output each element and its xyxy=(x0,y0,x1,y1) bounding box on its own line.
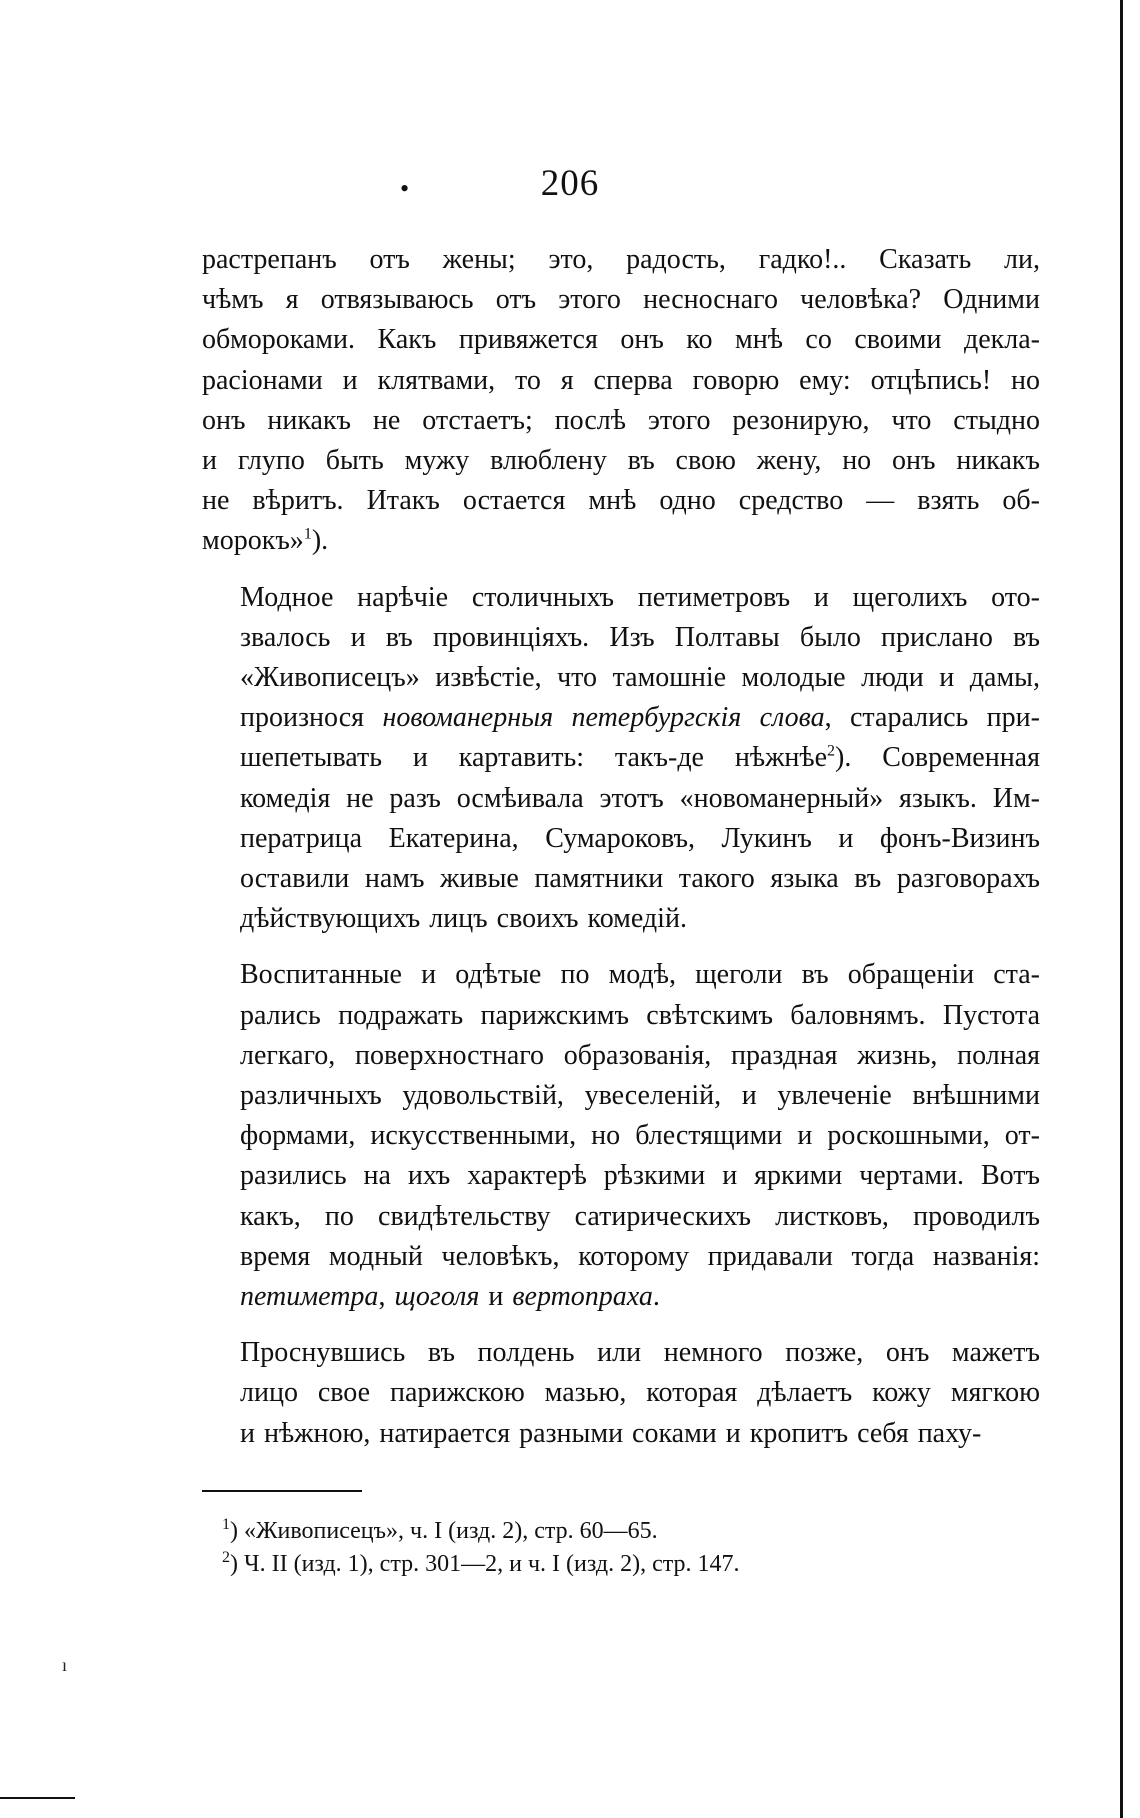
text-run: ). xyxy=(311,525,329,557)
text-line xyxy=(202,1333,1040,1373)
text-run: ператрица Екатерина, Сумароковъ, Лукинъ и фонъ-Визинъ xyxy=(240,822,1040,854)
body-text xyxy=(202,240,1040,1454)
text-line xyxy=(202,899,1040,939)
text-run: «Живописецъ» извѣстіе, что тамошніе молодые люди и дамы, xyxy=(240,662,1040,694)
text-run: лицо свое парижскою мазью, которая дѣлаетъ кожу мягкою xyxy=(240,1377,1040,1409)
text-line xyxy=(202,698,1040,738)
text-line xyxy=(202,1116,1040,1156)
text-run: и глупо быть мужу влюблену въ свою жену, но онъ никакъ xyxy=(202,445,1040,477)
text-line xyxy=(202,1237,1040,1277)
text-line xyxy=(202,280,1040,320)
footnotes xyxy=(222,1515,942,1581)
text-run: Модное нарѣчіе столичныхъ петиметровъ и щеголихъ ото- xyxy=(240,581,1040,613)
footnote-text: ) «Живописецъ», ч. I (изд. 2), стр. 60—65. xyxy=(230,1518,658,1544)
text-line xyxy=(202,441,1040,481)
text-run: комедія не разъ осмѣивала этотъ «новоманерный» языкъ. Им- xyxy=(240,782,1040,814)
text-line xyxy=(202,401,1040,441)
text-run: онъ никакъ не отстаетъ; послѣ этого резонирую, что стыдно xyxy=(202,404,1040,436)
text-line xyxy=(202,361,1040,401)
text-run: время модный человѣкъ, которому придавали тогда названія: xyxy=(240,1240,1040,1272)
text-line xyxy=(202,658,1040,698)
text-line xyxy=(202,955,1040,995)
text-run: произнося xyxy=(240,702,383,734)
italic-text: новоманерныя петербургскія слова xyxy=(382,702,825,734)
footnote xyxy=(222,1515,942,1548)
text-line xyxy=(202,1156,1040,1196)
text-line xyxy=(202,481,1040,521)
text-run: различныхъ удовольствій, увеселеній, и увлеченіе внѣшними xyxy=(240,1080,1040,1112)
italic-text: петиметра xyxy=(240,1281,379,1313)
text-run: звалось и въ провинціяхъ. Изъ Полтавы было прислано въ xyxy=(240,621,1040,653)
text-run: формами, искусственными, но блестящими и роскошными, от- xyxy=(240,1120,1040,1152)
text-line xyxy=(202,1036,1040,1076)
text-run: легкаго, поверхностнаго образованія, праздная жизнь, полная xyxy=(240,1039,1040,1071)
text-line xyxy=(202,1076,1040,1116)
text-run: разились на ихъ характерѣ рѣзкими и яркими чертами. Вотъ xyxy=(240,1160,1040,1192)
text-run: не вѣритъ. Итакъ остается мнѣ одно средство — взять об- xyxy=(202,485,1040,517)
paragraph xyxy=(202,955,1040,1317)
text-line xyxy=(202,1197,1040,1237)
text-line xyxy=(202,859,1040,899)
footnote-mark: 2 xyxy=(222,1549,230,1566)
text-line xyxy=(202,779,1040,819)
text-run: Проснувшись въ полдень или немного позже, онъ мажетъ xyxy=(240,1337,1040,1369)
text-run: рались подражать парижскимъ свѣтскимъ баловнямъ. Пустота xyxy=(240,999,1040,1031)
text-run: растрепанъ отъ жены; это, радость, гадко!.. Сказать ли, xyxy=(202,244,1040,275)
text-line xyxy=(202,320,1040,360)
paragraph xyxy=(202,1333,1040,1454)
text-run: и нѣжною, натирается разными соками и кропитъ себя паху- xyxy=(240,1417,982,1449)
footnote-mark: 1 xyxy=(222,1516,230,1533)
text-run: дѣйствующихъ лицъ своихъ комедій. xyxy=(240,903,687,935)
text-line xyxy=(202,738,1040,778)
text-run: , старались при- xyxy=(824,702,1040,734)
footnote-ref: 2 xyxy=(827,743,836,761)
scan-edge-mark xyxy=(0,1797,75,1799)
header-dot: • xyxy=(400,174,410,203)
footnote-ref: 1 xyxy=(303,526,312,544)
text-run: , xyxy=(378,1281,395,1313)
text-line xyxy=(202,1373,1040,1413)
text-run: морокъ» xyxy=(202,525,304,557)
italic-text: щоголя xyxy=(394,1281,480,1313)
footnote-rule xyxy=(202,1490,362,1492)
text-line xyxy=(202,996,1040,1036)
text-run: обмороками. Какъ привяжется онъ ко мнѣ со своими декла- xyxy=(202,324,1040,356)
text-run: расіонами и клятвами, то я сперва говорю ему: отцѣпись! но xyxy=(202,364,1040,396)
text-line xyxy=(202,819,1040,859)
text-line xyxy=(202,578,1040,618)
text-run: оставили намъ живые памятники такого языка въ разговорахъ xyxy=(240,863,1040,895)
page-number: 206 xyxy=(540,163,600,204)
page-edge-line xyxy=(1120,0,1123,1818)
footnote-text: ) Ч. II (изд. 1), стр. 301—2, и ч. I (изд. 2), стр. 147. xyxy=(230,1551,740,1577)
text-run: шепетывать и картавить: такъ-де нѣжнѣе xyxy=(240,742,828,774)
paragraph xyxy=(202,578,1040,940)
text-run: . xyxy=(652,1281,660,1313)
text-line xyxy=(202,618,1040,658)
footnote xyxy=(222,1548,942,1581)
text-line xyxy=(202,521,1040,561)
text-run: и xyxy=(479,1281,513,1313)
text-run: ). Современная xyxy=(835,742,1040,774)
text-line xyxy=(202,240,1040,280)
italic-text: вертопраха xyxy=(512,1281,653,1313)
text-line xyxy=(202,1414,1040,1454)
ink-speck: ı xyxy=(62,1655,68,1675)
text-line xyxy=(202,1277,1040,1317)
paragraph xyxy=(202,240,1040,562)
text-run: Воспитанные и одѣтые по модѣ, щеголи въ обращеніи ста- xyxy=(240,959,1040,991)
text-run: какъ, по свидѣтельству сатирическихъ листковъ, проводилъ xyxy=(240,1200,1040,1232)
text-run: чѣмъ я отвязываюсь отъ этого несноснаго человѣка? Одними xyxy=(202,284,1040,316)
